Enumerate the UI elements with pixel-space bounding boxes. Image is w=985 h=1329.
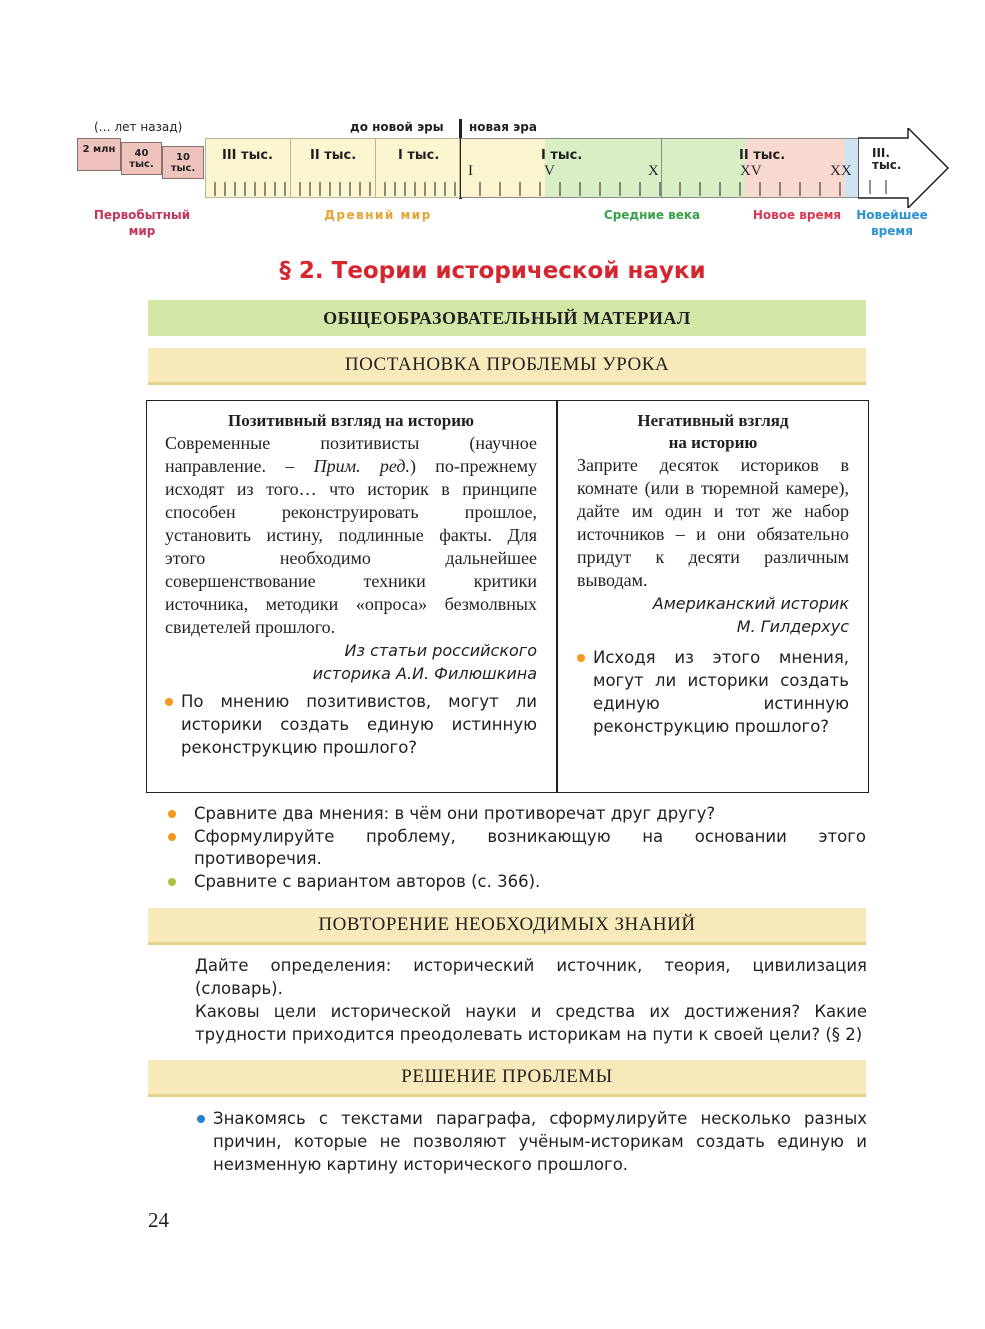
positive-view-column [165, 410, 537, 759]
bullet-dot-icon [168, 833, 176, 841]
task-check: Сравните с вариантом авторов (с. 366). [166, 871, 866, 893]
bullet-dot-icon [577, 654, 585, 662]
negative-view-column [577, 410, 849, 738]
band-repetition: ПОВТОРЕНИЕ НЕОБХОДИМЫХ ЗНАНИЙ [148, 908, 866, 945]
century-XV: XV [740, 163, 762, 179]
period-contemporary: Новейшее время [856, 208, 928, 238]
timeline-ticks [205, 178, 860, 196]
period-primitive: Первобытный мир [93, 208, 191, 238]
period-middle-ages: Средние века [603, 208, 701, 222]
bullet-dot-icon [165, 698, 173, 706]
repeat-questions: Каковы цели исторической науки и средства их достижения? Какие трудности приходится преодолевать историкам на пути к своей цели? (§ 2) [195, 1002, 867, 1044]
period-ancient: Древний мир [324, 208, 432, 222]
ad-2k-label: II тыс. [739, 148, 786, 163]
band-problem-statement: ПОСТАНОВКА ПРОБЛЕМЫ УРОКА [148, 348, 866, 385]
cell-10k: 10 тыс. [162, 146, 204, 179]
century-I: I [468, 163, 473, 179]
section-title: § 2. Теории исторической науки [279, 258, 706, 284]
solution-task: Знакомясь с текстами параграфа, сформулируйте несколько разных причин, которые не позволяют учёным-историкам создать единую и неизменную картину исторического прошлого. [197, 1107, 867, 1176]
ancient-1k-label: I тыс. [398, 148, 440, 163]
cell-40k: 40 тыс. [121, 142, 162, 175]
task-compare: Сравните два мнения: в чём они противоречат друг другу? [166, 803, 866, 825]
century-X: X [648, 163, 659, 179]
negative-view-heading: Негативный взгляд на историю [637, 411, 789, 452]
band-solution: РЕШЕНИЕ ПРОБЛЕМЫ [148, 1060, 866, 1097]
ancient-2k-label: II тыс. [310, 148, 357, 163]
negative-view-text: Заприте десяток историков в комнате (или в тюремной камере), дайте им один и тот же набор источников – и они обязательно придут к десяти различным выводам. [577, 455, 849, 590]
ad-3k-label: III. тыс. [872, 146, 902, 172]
bc-label: до новой эры [350, 120, 444, 134]
bullet-dot-icon [197, 1115, 205, 1123]
cell-2mln: 2 млн [77, 138, 121, 171]
table-divider [556, 400, 558, 793]
period-modern: Новое время [752, 208, 842, 222]
negative-view-source: Американский историк М. Гилдерхус [652, 594, 849, 636]
positive-view-question: По мнению позитивистов, могут ли историки создать единую истинную реконструкцию прошлого? [165, 690, 537, 759]
bullet-dot-icon [168, 878, 176, 886]
page-number: 24 [148, 1208, 169, 1232]
years-ago-label: (… лет назад) [94, 120, 183, 134]
positive-view-text: Современные позитивисты (научное направление. – Прим. ред.) по-прежнему исходят из того… что историк в принципе способен реконструировать прошлое, установить истину, подлинные факты. Для этого необходимо дальнейшее совершенствование техники критики источника, методики «опроса» безмолвных свидетелей прошлого. [165, 433, 537, 637]
ad-1k-label: I тыс. [541, 148, 583, 163]
positive-view-heading: Позитивный взгляд на историю [228, 411, 474, 430]
band-general-material: ОБЩЕОБРАЗОВАТЕЛЬНЫЙ МАТЕРИАЛ [148, 300, 866, 336]
ad-label: новая эра [469, 120, 537, 134]
century-XX: XX [830, 163, 852, 179]
negative-view-question: Исходя из этого мнения, могут ли историки создать единую истинную реконструкцию прошлого? [577, 646, 849, 738]
century-V: V [544, 163, 555, 179]
positive-view-source: Из статьи российского историка А.И. Филюшкина [312, 641, 537, 683]
task-formulate: Сформулируйте проблему, возникающую на основании этого противоречия. [166, 826, 866, 870]
ancient-3k-label: III тыс. [222, 148, 273, 163]
repeat-definitions: Дайте определения: исторический источник, теория, цивилизация (словарь). [195, 956, 867, 998]
bullet-dot-icon [168, 810, 176, 818]
